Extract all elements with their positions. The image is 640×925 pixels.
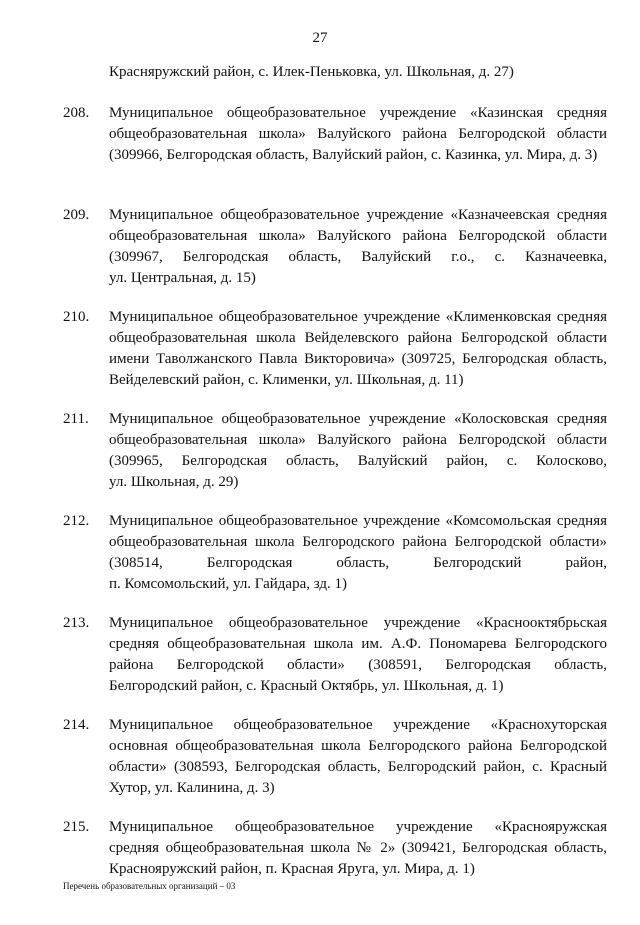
entry-line: Муниципальное общеобразовательное учреждение «Казначеевская средняя	[109, 207, 607, 223]
list-item	[0, 205, 640, 307]
list-item	[0, 613, 640, 715]
entry-line: (309966, Белгородская область, Валуйский район, с. Казинка, ул. Мира, д. 3)	[109, 147, 598, 163]
entry-line: Муниципальное общеобразовательное учреждение «Клименковская средняя	[109, 309, 607, 325]
entry-line: общеобразовательная школа Белгородского района Белгородской области»	[109, 534, 607, 550]
entry-line: общеобразовательная школа» Валуйского района Белгородской области	[109, 126, 607, 142]
entry-line: (308514, Белгородская область, Белгородский район,	[109, 555, 607, 571]
entry-text	[109, 511, 607, 595]
entry-line: (309965, Белгородская область, Валуйский район, с. Колосково,	[109, 453, 607, 469]
entry-line: Муниципальное общеобразовательное учреждение «Казинская средняя	[109, 105, 607, 121]
entry-line: средняя общеобразовательная школа № 2» (309421, Белгородская область,	[109, 840, 607, 856]
entry-line: ул. Центральная, д. 15)	[109, 270, 256, 286]
page-number: 27	[312, 30, 328, 46]
entry-line: п. Комсомольский, ул. Гайдара, зд. 1)	[109, 576, 348, 592]
entry-line: Муниципальное общеобразовательное учреждение «Комсомольская средняя	[109, 513, 607, 529]
entry-number: 212.	[63, 513, 90, 529]
list-item	[0, 817, 640, 919]
list-item	[0, 307, 640, 409]
entry-list	[0, 103, 640, 919]
entry-number: 211.	[63, 411, 89, 427]
entry-text	[109, 103, 607, 166]
entry-line: области» (308593, Белгородская область, Белгородский район, с. Красный	[109, 759, 607, 775]
entry-text	[109, 715, 607, 799]
entry-number: 209.	[63, 207, 90, 223]
entry-number: 215.	[63, 819, 90, 835]
entry-line: Белгородский район, с. Красный Октябрь, ул. Школьная, д. 1)	[109, 678, 504, 694]
list-item	[0, 715, 640, 817]
entry-line: Муниципальное общеобразовательное учреждение «Краснооктябрьская	[109, 615, 607, 631]
entry-number: 208.	[63, 105, 90, 121]
entry-line: общеобразовательная школа Вейделевского района Белгородской области	[109, 330, 607, 346]
entry-text	[109, 307, 607, 391]
entry-line: Муниципальное общеобразовательное учреждение «Краснохуторская	[109, 717, 607, 733]
entry-text	[109, 409, 607, 493]
entry-line: района Белгородской области» (308591, Белгородская область,	[109, 657, 607, 673]
entry-line: общеобразовательная школа» Валуйского района Белгородской области	[109, 228, 607, 244]
entry-text	[109, 205, 607, 289]
entry-number: 210.	[63, 309, 90, 325]
list-item	[0, 409, 640, 511]
entry-line: средняя общеобразовательная школа им. А.Ф. Пономарева Белгородского	[109, 636, 607, 652]
entry-number: 213.	[63, 615, 90, 631]
continuation-line: Красняружский район, с. Илек-Пеньковка, ул. Школьная, д. 27)	[109, 64, 514, 80]
entry-text	[109, 817, 607, 880]
entry-line: ул. Школьная, д. 29)	[109, 474, 239, 490]
entry-line: Вейделевский район, с. Клименки, ул. Школьная, д. 11)	[109, 372, 464, 388]
entry-line: имени Таволжанского Павла Викторовича» (309725, Белгородская область,	[109, 351, 607, 367]
entry-line: Краснояружский район, п. Красная Яруга, ул. Мира, д. 1)	[109, 861, 475, 877]
entry-line: Муниципальное общеобразовательное учреждение «Краснояружская	[109, 819, 607, 835]
entry-line: основная общеобразовательная школа Белгородского района Белгородской	[109, 738, 607, 754]
list-item	[0, 511, 640, 613]
entry-line: (309967, Белгородская область, Валуйский г.о., с. Казначеевка,	[109, 249, 607, 265]
entry-line: общеобразовательная школа» Валуйского района Белгородской области	[109, 432, 607, 448]
entry-line: Муниципальное общеобразовательное учреждение «Колосковская средняя	[109, 411, 607, 427]
entry-number: 214.	[63, 717, 90, 733]
entry-text	[109, 613, 607, 697]
list-item	[0, 103, 640, 205]
entry-line: Хутор, ул. Калинина, д. 3)	[109, 780, 275, 796]
footer-note: Перечень образовательных организаций – 03	[63, 881, 236, 891]
